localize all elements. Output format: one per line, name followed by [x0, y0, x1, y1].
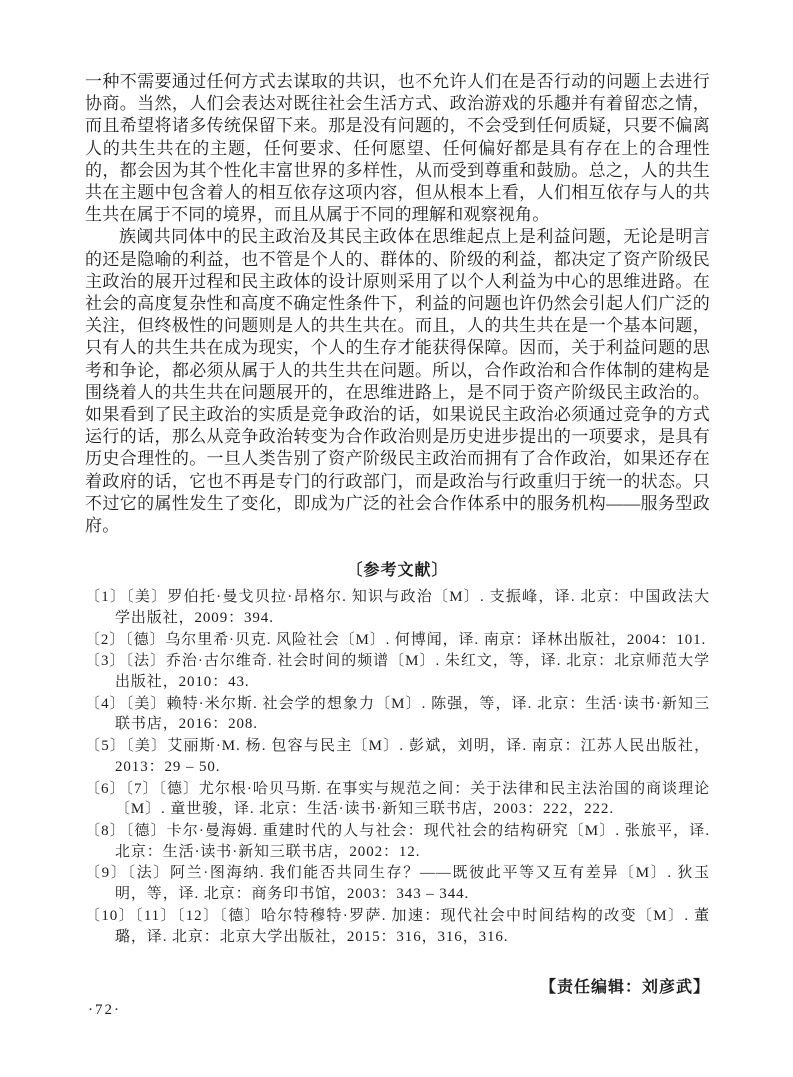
body-paragraph-2: 族阈共同体中的民主政治及其民主政体在思维起点上是利益问题，无论是明言的还是隐喻的利益，也不管是个人的、群体的、阶级的利益，都决定了资产阶级民主政治的展开过程和民主政体的设计原则采用了以个人利益为中心的思维进路。在社会的高度复杂性和高度不确定性条件下，利益的问题也许仍然会引起人们广泛的关注，但终极性的问题则是人的共生共在。而且，人的共生共在是一个基本问题，只有人的共生共在成为现实，个人的生存才能获得保障。因而，关于利益问题的思考和争论，都必须从属于人的共生共在问题。所以，合作政治和合作体制的建构是围绕着人的共生共在问题展开的，在思维进路上，是不同于资产阶级民主政治的。如果看到了民主政治的实质是竞争政治的话，如果说民主政治必须通过竞争的方式运行的话，那么从竞争政治转变为合作政治则是历史进步提出的一项要求，是具有历史合理性的。一旦人类告别了资产阶级民主政治而拥有了合作政治，如果还存在着政府的话，它也不再是专门的行政部门，而是政治与行政重归于统一的状态。只不过它的属性发生了变化，即成为广泛的社会合作体系中的服务机构——服务型政府。 — [85, 227, 710, 536]
reference-item: 〔10〕〔11〕〔12〕〔德〕哈尔特穆特·罗萨. 加速：现代社会中时间结构的改变〔M〕. 董璐，译. 北京：北京大学出版社，2015：316，316，316. — [85, 907, 710, 945]
reference-item: 〔9〕〔法〕阿兰·图海纳. 我们能否共同生存？——既彼此平等又互有差异〔M〕. 狄玉明，等，译. 北京：商务印书馆，2003：343 – 344. — [85, 865, 710, 903]
references-list — [85, 587, 710, 947]
reference-item: 〔6〕〔7〕〔德〕尤尔根·哈贝马斯. 在事实与规范之间：关于法律和民主法治国的商谈理论〔M〕. 童世骏，译. 北京：生活·读书·新知三联书店，2003：222，222. — [85, 780, 710, 818]
page-number: ·72· — [88, 1002, 121, 1018]
editor-note: 【责任编辑：刘彦武】 — [539, 979, 710, 997]
reference-item: 〔1〕〔美〕罗伯托·曼戈贝拉·昂格尔. 知识与政治〔M〕. 支振峰，译. 北京：中国政法大学出版社，2009：394. — [85, 589, 710, 626]
body-text-block — [85, 71, 710, 537]
references-heading: 〔参考文献〕 — [346, 562, 449, 580]
reference-item: 〔2〕〔德〕乌尔里希·贝克. 风险社会〔M〕. 何博闻，译. 南京：译林出版社，2004：101. — [85, 631, 707, 648]
reference-item: 〔4〕〔美〕赖特·米尔斯. 社会学的想象力〔M〕. 陈强，等，译. 北京：生活·读书·新知三联书店，2016：208. — [85, 695, 710, 733]
reference-item: 〔5〕〔美〕艾丽斯·M. 杨. 包容与民主〔M〕. 彭斌，刘明，译. 南京：江苏人民出版社，2013：29 – 50. — [85, 738, 710, 775]
body-paragraph-1: 一种不需要通过任何方式去谋取的共识，也不允许人们在是否行动的问题上去进行协商。当然，人们会表达对既往社会生活方式、政治游戏的乐趣并有着留恋之情，而且希望将诸多传统保留下来。那是没有问题的，不会受到任何质疑，只要不偏离人的共生共在的主题，任何要求、任何愿望、任何偏好都是具有存在上的合理性的，都会因为其个性化丰富世界的多样性，从而受到尊重和鼓励。总之，人的共生共在主题中包含着人的相互依存这项内容，但从根本上看，人们相互依存与人的共生共在属于不同的境界，而且从属于不同的理解和观察视角。 — [85, 72, 710, 225]
reference-item: 〔8〕〔德〕卡尔·曼海姆. 重建时代的人与社会：现代社会的结构研究〔M〕. 张旅平，译. 北京：生活·读书·新知三联书店，2002：12. — [85, 823, 710, 860]
reference-item: 〔3〕〔法〕乔治·古尔维奇. 社会时间的频谱〔M〕. 朱红文，等，译. 北京：北京师范大学出版社，2010：43. — [85, 653, 710, 691]
